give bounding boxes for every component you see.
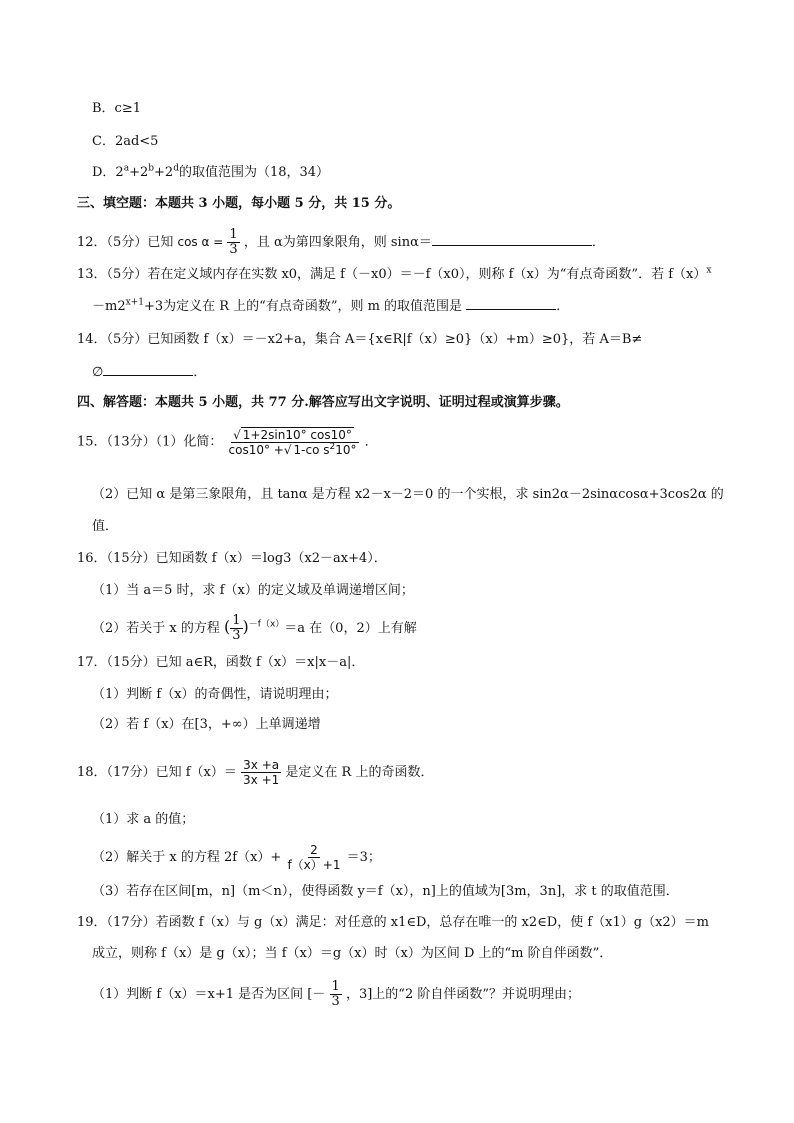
question-18: 18．（17分）已知 f（x）＝ $\frac{3x +a}{3x +1}$ 是定义在 R 上的奇函数．	[77, 758, 434, 787]
question-12: 12．（5分）已知 cos α = $\frac{1}{3}$ ，且 α为第四象限角，则 sinα＝ ．	[77, 227, 605, 257]
question-18-part1: （1）求 a 的值；	[92, 812, 195, 827]
option-c: C．2ad<5	[92, 134, 159, 149]
answer-blank-13[interactable]	[466, 297, 556, 310]
answer-blank-12[interactable]	[432, 233, 592, 246]
question-15: 15．（13分）（1）化简： $\frac{√ 1+2\sin 10^\circ \cos 10^\circ}{\cos 10^\circ +√ 1-co s^210^\circ}$ ．	[77, 428, 378, 457]
question-17-part1: （1）判断 f（x）的奇偶性，请说明理由；	[92, 687, 338, 702]
question-13-line1: 13．（5分）若在定义域内存在实数 x0，满足 f（－x0）＝－f（x0），则称 f（x）为“有点奇函数”．若 $f(x)^x$	[77, 265, 712, 282]
option-b: B．c≥1	[92, 101, 141, 116]
option-d: D．$2^a+2^b+2^d$的取值范围为（18，34）	[92, 163, 330, 180]
question-17-part2: （2）若 f（x）在[3，+∞）上单调递增	[92, 717, 321, 732]
section-solution-heading: 四、解答题：本题共 5 小题，共 77 分.解答应写出文字说明、证明过程或演算步骤。	[77, 395, 569, 410]
section-fill-in-heading: 三、填空题：本题共 3 小题，每小题 5 分，共 15 分。	[77, 196, 401, 211]
question-17: 17．（15分）已知 a∈R，函数 f（x）＝x|x－a|．	[77, 655, 365, 670]
question-19-line1: 19．（17分）若函数 f（x）与 g（x）满足：对任意的 x1∈D，总存在唯一的 x2∈D，使 f（x1）g（x2）＝m	[77, 915, 710, 930]
question-13-line2: $-m2^{x+1}+3$为定义在 R 上的“有点奇函数”，则 m 的取值范围是 ．	[92, 297, 570, 314]
question-16-part2: （2）若关于 x 的方程 ( $\frac{1}{3}$ )$^{-f(x)}$＝a 在（0，2）上有解	[92, 613, 417, 643]
question-14-line1: 14．（5分）已知函数 f（x）＝－x2+a，集合 A＝{x∈R|f（x）≥0}（x）+m）≥0}，若 A＝B≠	[77, 332, 643, 347]
question-19-line2: 成立，则称 f（x）是 g（x）；当 f（x）＝g（x）时（x）为区间 D 上的“m 阶自伴函数”．	[92, 946, 613, 961]
question-15-part2-end: 值．	[92, 519, 119, 534]
answer-blank-14[interactable]	[103, 363, 193, 376]
question-14-line2: ∅ ．	[92, 365, 207, 380]
question-19-part1: （1）判断 f（x）＝x+1 是否为区间 [－ $\frac{1}{3}$ ，3]上的“2 阶自伴函数”？并说明理由；	[92, 979, 580, 1009]
question-15-part2: （2）已知 α 是第三象限角，且 tanα 是方程 x2－x－2＝0 的一个实根，求 sin2α－2sinαcosα+3cos2α 的	[92, 487, 724, 502]
question-18-part2: （2）解关于 x 的方程 2f（x）+ $\frac{2}{f(x)+1}$ ＝3；	[92, 843, 381, 872]
question-16-part1: （1）当 a＝5 时，求 f（x）的定义域及单调递增区间；	[92, 583, 414, 598]
question-18-part3: （3）若存在区间[m，n]（m＜n），使得函数 y＝f（x），n]上的值域为[3m，3n]，求 t 的取值范围．	[92, 884, 679, 899]
simplify-fraction: $\frac{√ 1+2\sin 10^\circ \cos 10^\circ}{\cos 10^\circ +√ 1-co s^210^\circ}$	[228, 428, 357, 457]
question-16: 16．（15分）已知函数 f（x）＝log3（x2－ax+4）．	[77, 551, 387, 566]
